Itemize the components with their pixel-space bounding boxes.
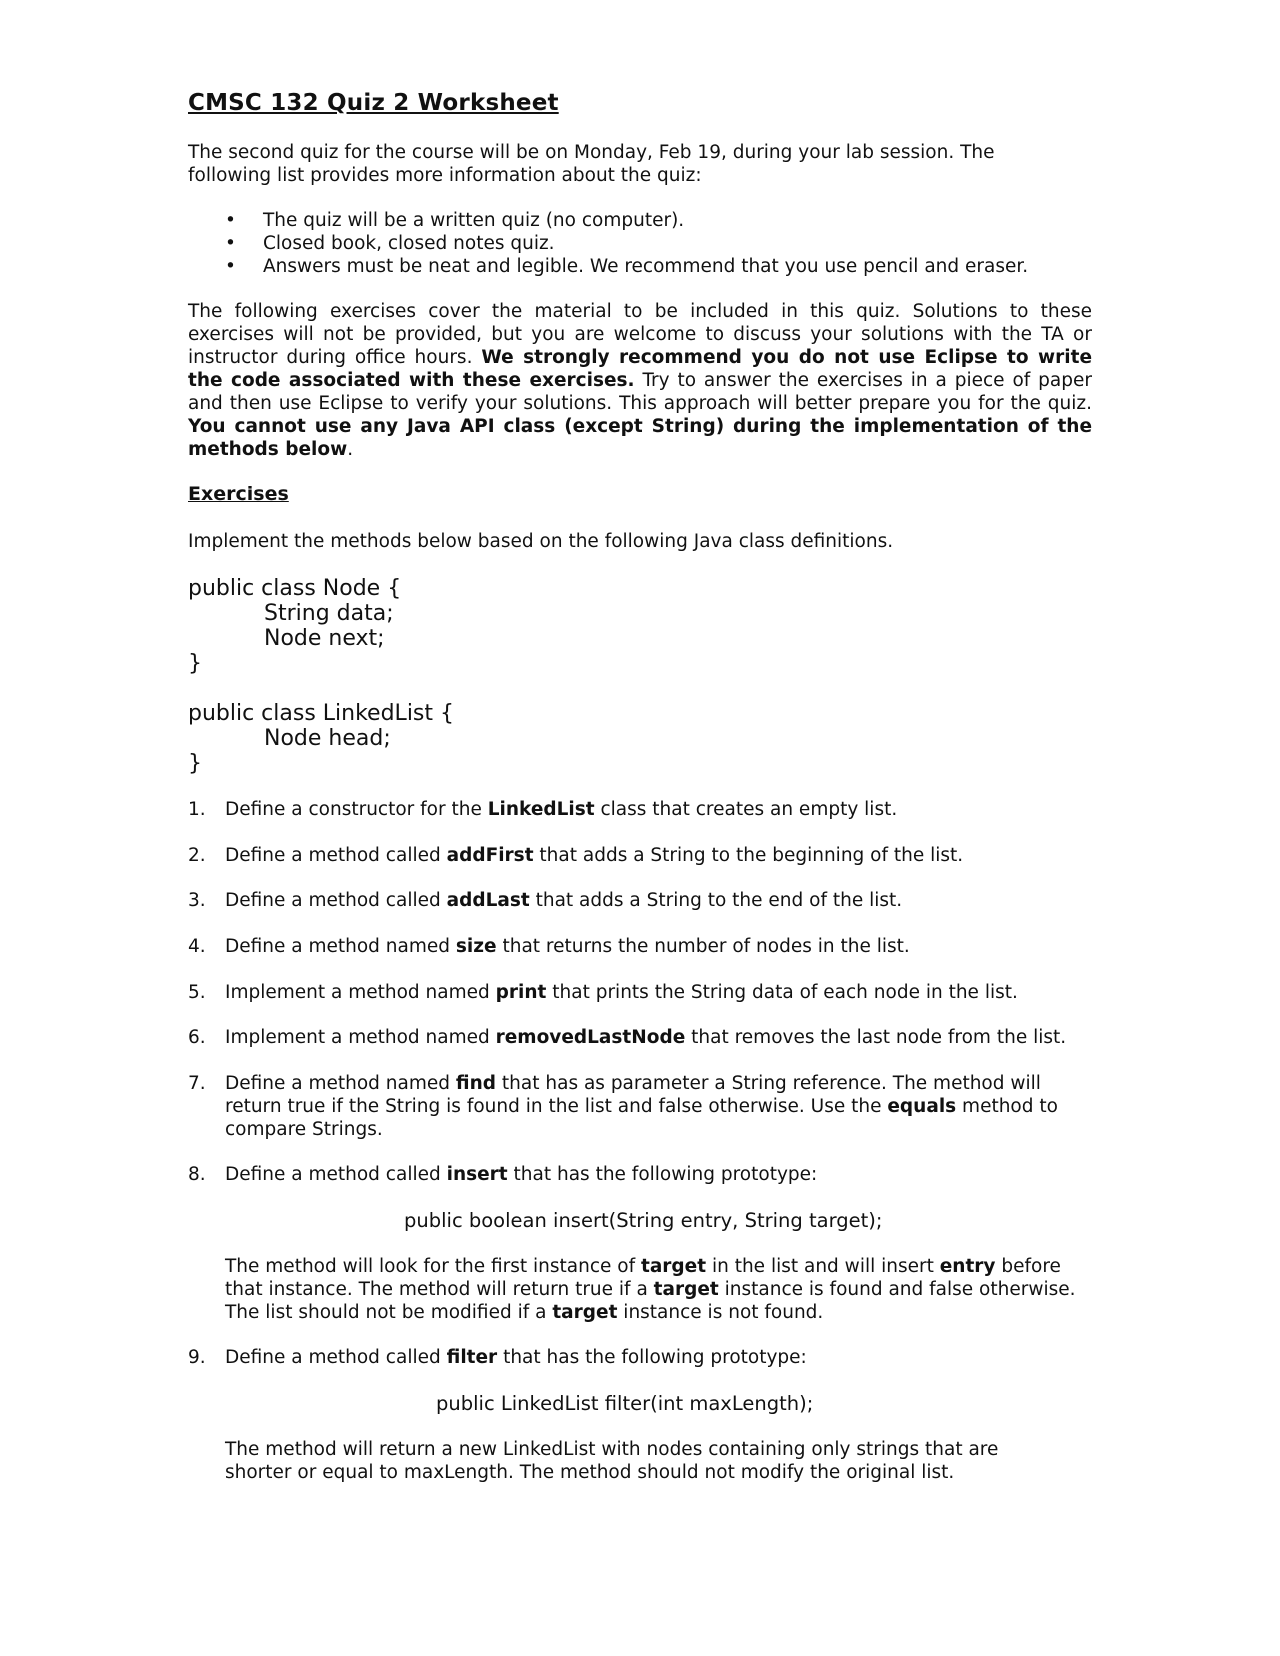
linkedlist-class-code (188, 701, 454, 776)
item-number: 6. (188, 1027, 206, 1048)
intro-paragraph (188, 141, 1088, 187)
guidelines-bold-1: We strongly recommend you do not use Eclipse to write the code associated with these exercises. (188, 347, 1092, 391)
exercises-heading: Exercises (188, 483, 289, 505)
item-number: 5. (188, 982, 206, 1003)
item-text: Define a method named (225, 1073, 456, 1094)
item-text: that prints the String data of each node in the list. (546, 982, 1018, 1003)
item-text: Define a method named (225, 936, 456, 957)
item-keyword: target (653, 1279, 719, 1300)
item-text: that removes the last node from the list. (685, 1027, 1067, 1048)
item-text: Implement a method named (225, 1027, 496, 1048)
item-keyword: size (455, 936, 497, 957)
exercise-item-1 (188, 798, 1094, 821)
item-keyword: equals (887, 1096, 957, 1117)
item-keyword: removedLastNode (495, 1027, 686, 1048)
item-keyword: LinkedList (487, 799, 595, 820)
item-keyword: entry (939, 1256, 996, 1277)
item-number: 1. (188, 799, 206, 820)
item-text: Define a method called (225, 890, 447, 911)
exercise-item-8 (188, 1163, 1094, 1186)
item-keyword: target (552, 1302, 618, 1323)
item-text: that has the following prototype: (507, 1164, 818, 1185)
item-number: 9. (188, 1347, 206, 1368)
item-keyword: insert (446, 1164, 508, 1185)
item-keyword: target (640, 1256, 707, 1277)
code-line: } (188, 651, 202, 676)
exercise-item-5 (188, 981, 1094, 1004)
implement-line: Implement the methods below based on the following Java class definitions. (188, 531, 894, 552)
item-text: that has as parameter a String reference. The method will return true if the String is found in the list and false otherwise. Use the (225, 1073, 1041, 1117)
item-keyword: addLast (446, 890, 530, 911)
code-line: Node head; (264, 726, 391, 751)
item-keyword: find (455, 1073, 497, 1094)
item-text: Implement a method named (225, 982, 496, 1003)
guidelines-text-1: The following exercises cover the material to be included in this quiz. Solutions to these exercises will not be provided, but you are welcome to discuss your solutions with the TA or instructor during office hours. (188, 301, 1092, 368)
intro-line-1: The second quiz for the course will be on Monday, Feb 19, during your lab session. The (188, 142, 995, 163)
filter-description: The method will return a new LinkedList with nodes containing only strings that are shorter or equal to maxLength. The method should not modify the original list. (225, 1439, 999, 1483)
item-text: Define a constructor for the (225, 799, 488, 820)
item-text: that adds a String to the end of the list. (529, 890, 903, 911)
item-text: Define a method called (225, 845, 447, 866)
code-line: } (188, 751, 202, 776)
code-line: public class LinkedList { (188, 701, 455, 726)
guidelines-text-2: Try to answer the exercises in a piece of paper and then use Eclipse to verify your solutions. This approach will better prepare you for the quiz. (188, 370, 1092, 414)
list-item: • Closed book, closed notes quiz. (225, 232, 1028, 255)
exercise-item-2 (188, 844, 1094, 867)
item-text: instance is found and false otherwise. The list should not be modified if a (225, 1279, 1076, 1323)
exercise-item-9 (188, 1346, 1094, 1369)
item-text: The method will look for the first instance of (225, 1256, 641, 1277)
item-keyword: addFirst (446, 845, 534, 866)
code-line: String data; (264, 601, 394, 626)
item-text: in the list and will insert (706, 1256, 940, 1277)
item-number: 2. (188, 845, 206, 866)
code-line: Node next; (264, 626, 385, 651)
item-number: 4. (188, 936, 206, 957)
exercise-item-4 (188, 935, 1094, 958)
item-text: method to compare Strings. (225, 1096, 1058, 1140)
insert-prototype: public boolean insert(String entry, String target); (404, 1209, 883, 1232)
node-class-code (188, 576, 401, 676)
item-text: that has the following prototype: (497, 1347, 807, 1368)
insert-description (225, 1255, 1087, 1324)
list-item: • Answers must be neat and legible. We recommend that you use pencil and eraser. (225, 255, 1028, 278)
item-text: Define a method called (225, 1164, 447, 1185)
filter-prototype: public LinkedList filter(int maxLength); (436, 1392, 814, 1415)
quiz-info-list (225, 209, 1028, 278)
item-text: that adds a String to the beginning of the list. (533, 845, 964, 866)
page-title: CMSC 132 Quiz 2 Worksheet (188, 90, 559, 116)
exercise-item-7 (188, 1072, 1094, 1141)
guidelines-text-3: . (347, 439, 354, 460)
item-number: 8. (188, 1164, 206, 1185)
item-text: class that creates an empty list. (594, 799, 898, 820)
exercise-item-3 (188, 889, 1094, 912)
exercise-item-6 (188, 1026, 1094, 1049)
list-item: • The quiz will be a written quiz (no computer). (225, 209, 1028, 232)
item-keyword: filter (446, 1347, 498, 1368)
code-line: public class Node { (188, 576, 402, 601)
item-text: that returns the number of nodes in the list. (496, 936, 910, 957)
item-text: Define a method called (225, 1347, 447, 1368)
item-number: 3. (188, 890, 206, 911)
item-text: before that instance. The method will return true if a (225, 1256, 1061, 1300)
intro-line-2: following list provides more information about the quiz: (188, 165, 702, 186)
guidelines-bold-2: You cannot use any Java API class (except String) during the implementation of the methods below (188, 416, 1092, 460)
item-number: 7. (188, 1073, 206, 1094)
item-text: instance is not found. (617, 1302, 824, 1323)
guidelines-paragraph (188, 300, 1092, 461)
item-keyword: print (495, 982, 547, 1003)
